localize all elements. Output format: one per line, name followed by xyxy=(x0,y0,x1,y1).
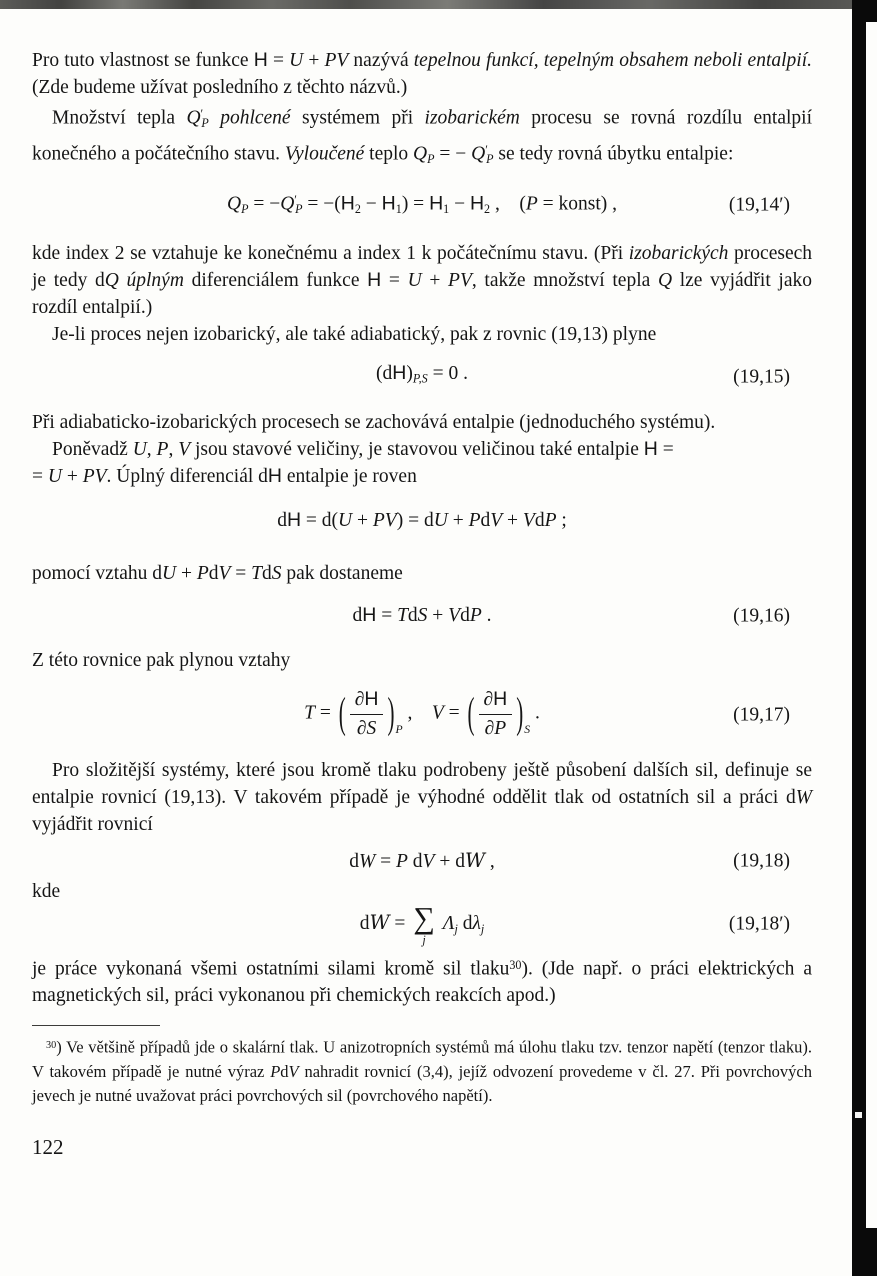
equation-dh-differential xyxy=(32,506,812,536)
equation-19-18-body: dW = P dV + dW , xyxy=(349,848,495,872)
paragraph-enthalpy-naming: Pro tuto vlastnost se funkce H = U + PV nazývá tepelnou funkcí, tepelným obsahem neboli entalpií. (Zde budeme užívat posledního z těchto názvů.) xyxy=(32,49,812,98)
paragraph-heat-absorbed: Množství tepla $Q'_P$ pohlcené systémem při izobarickém procesu se rovná rozdílu entalpií konečného a počátečního stavu. Vyloučené teplo $Q_P$ = − $Q'_P$ se tedy rovná úbytku entalpie: xyxy=(32,107,813,167)
scan-speck xyxy=(855,1112,862,1118)
equation-dh-differential-body: dH = d(U + PV) = dU + PdV + VdP ; xyxy=(277,509,567,532)
equation-19-18-number: (19,18) xyxy=(733,850,790,872)
footnote-rule xyxy=(32,1025,160,1026)
paragraph-complex-systems: Pro složitější systémy, které jsou kromě tlaku podrobeny ještě působení dalších sil, definuje se entalpie rovnicí (19,13). V takovém případě je výhodné oddělit tlak od ostatních sil a práci dW vyjádřit rovnicí xyxy=(32,759,812,835)
equation-19-16-number: (19,16) xyxy=(733,605,790,627)
paragraph-relations-follow: Z této rovnice pak plynou vztahy xyxy=(32,649,291,671)
scan-edge-top-right-corner xyxy=(866,0,877,22)
equation-connector-kde: kde xyxy=(32,880,61,902)
equation-19-14-body: $Q_P = -Q'_P = -(H_2 - H_1) = H_1 - H_2$ , (P = konst) , xyxy=(226,192,618,217)
equation-19-18-prime xyxy=(32,900,812,947)
paragraph-using-relation: pomocí vztahu dU + PdV = TdS pak dostaneme xyxy=(32,562,403,584)
equation-19-18-prime-body: dW = ∑ j $\Lambda_j$ $d\lambda_j$ xyxy=(359,900,485,947)
paragraph-adiabatic-intro: Je-li proces nejen izobarický, ale také adiabatický, pak z rovnic (19,13) plyne xyxy=(52,324,657,346)
equation-19-15-body: $(dH)_{P,S} = 0$ . xyxy=(376,362,468,386)
equation-19-15 xyxy=(32,360,812,393)
scan-edge-bottom-right-corner xyxy=(862,1228,877,1276)
equation-19-14 xyxy=(32,187,812,223)
equation-19-16-body: dH = TdS + VdP . xyxy=(352,604,492,627)
equation-19-16 xyxy=(32,601,812,631)
paragraph-work-other-forces: je práce vykonaná všemi ostatními silami kromě sil tlaku$^{30}$). (Jde např. o práci elektrických a magnetických sil, práci vykonanou při chemických reakcích apod.) xyxy=(32,958,812,1007)
equation-19-17-number: (19,17) xyxy=(733,704,790,726)
scan-edge-right-bar xyxy=(852,0,866,1276)
equation-19-17 xyxy=(32,688,812,743)
page-number: 122 xyxy=(32,1135,64,1160)
page-content xyxy=(32,0,812,1161)
paragraph-state-quantities: Poněvadž U, P, V jsou stavové veličiny, je stavovou veličinou také entalpie H = = U + PV. Úplný diferenciál dH entalpie je roven xyxy=(32,437,674,487)
equation-19-18 xyxy=(32,846,812,876)
equation-19-15-number: (19,15) xyxy=(733,366,790,387)
equation-19-14-number: (19,14′) xyxy=(728,194,790,216)
footnote-30: $^{30}$) Ve většině případů jde o skalární tlak. U anizotropních systémů má úlohu tlaku tzv. tenzor napětí (tenzor tlaku). V takovém případě je nutné výraz PdV nahradit rovnicí (3,4), jejíž odvození provedeme v čl. 27. Při povrchových jevech je nutné uvažovat práci povrchových sil (povrchového napětí). xyxy=(32,1038,812,1106)
equation-19-18-prime-number: (19,18′) xyxy=(728,913,790,935)
paragraph-enthalpy-conservation: Při adiabaticko-izobarických procesech se zachovává entalpie (jednoduchého systému). xyxy=(32,411,716,433)
equation-19-17-body: T = ( $\frac{\partial H}{\partial S}$ )$_P$ , V = ( $\frac{\partial H}{\partial P}$ )$_S$ . xyxy=(304,687,540,739)
paragraph-index-explanation: kde index 2 se vztahuje ke konečnému a index 1 k počátečnímu stavu. (Při izobarických procesech je tedy dQ úplným diferenciálem funkce H = U + PV, takže množství tepla Q lze vyjádřit jako rozdíl entalpií.) xyxy=(32,243,813,319)
